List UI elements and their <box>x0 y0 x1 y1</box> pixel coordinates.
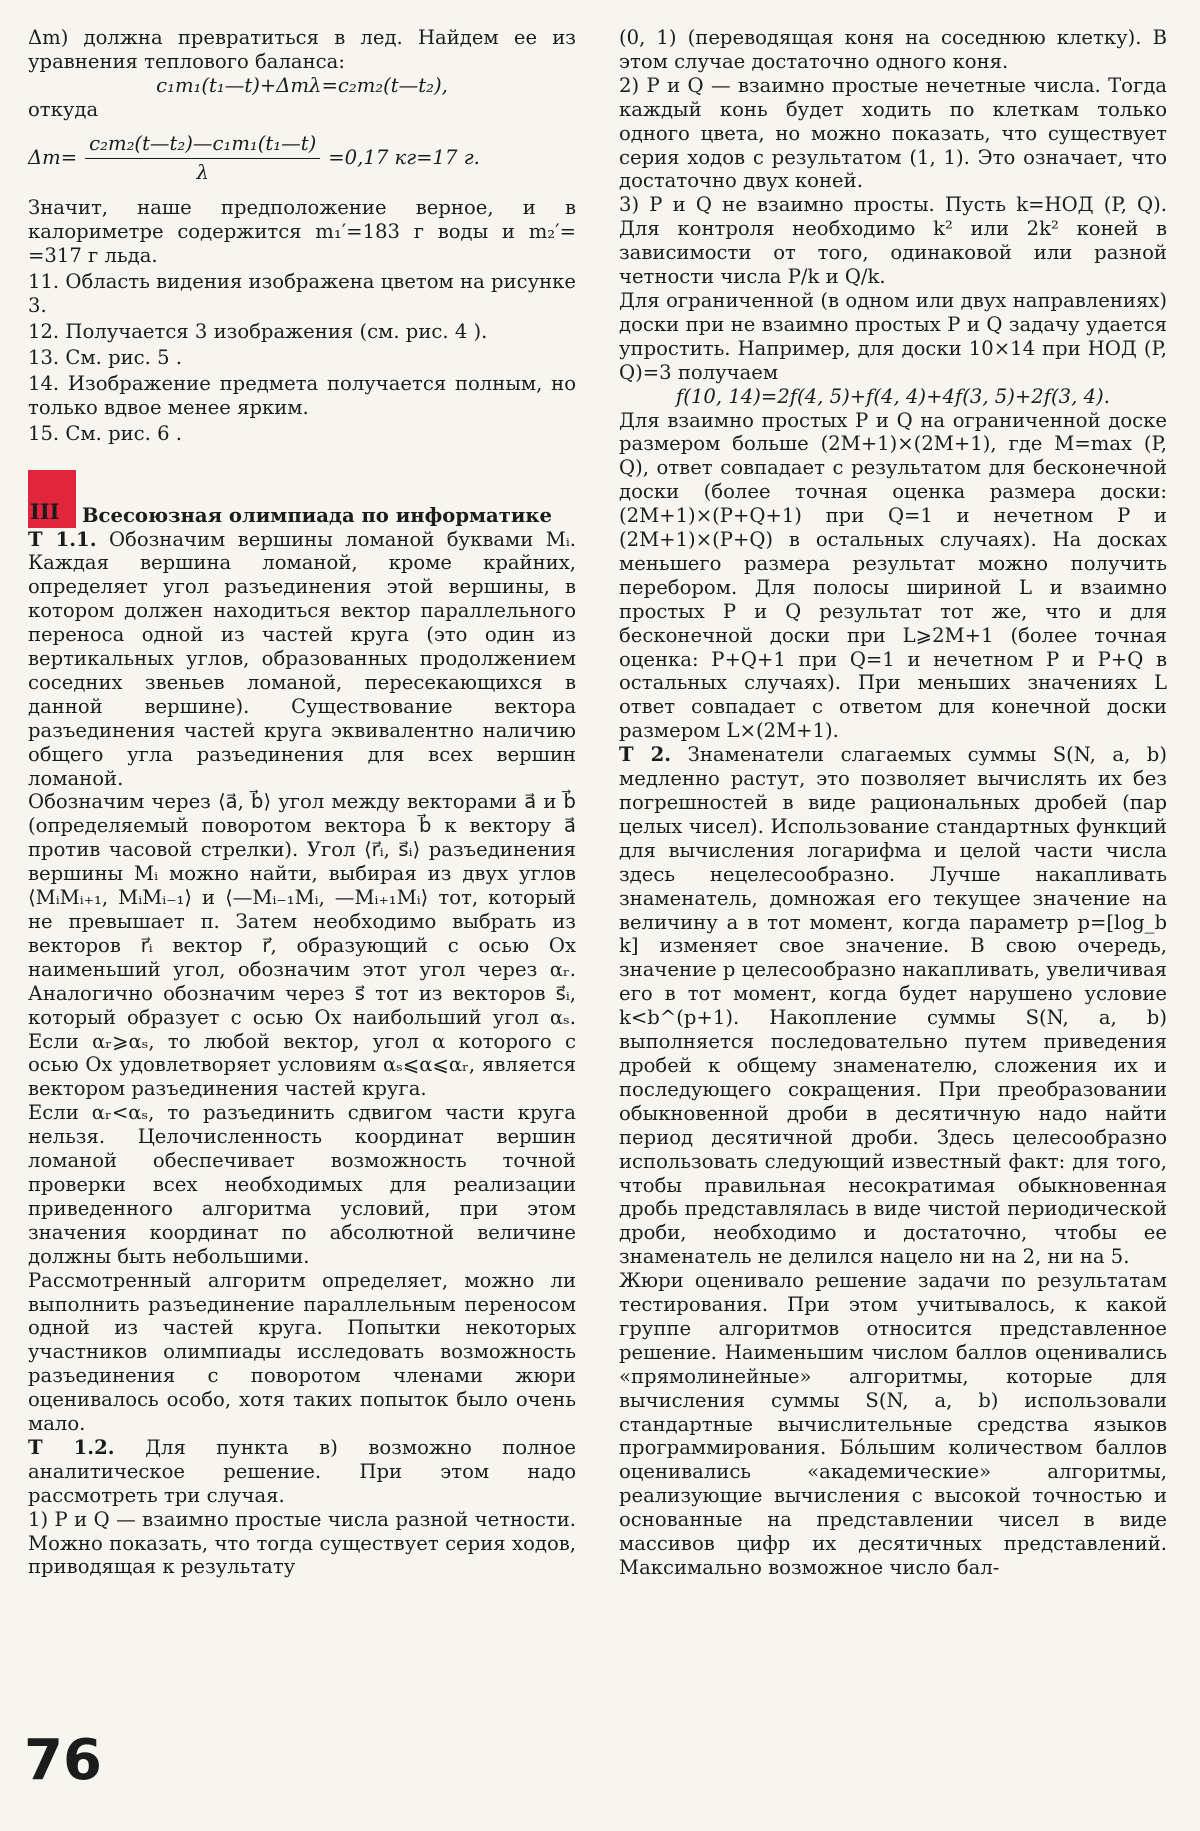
paragraph: Обозначим через ⟨a⃗, b⃗⟩ угол между векторами a⃗ и b⃗ (определяемый поворотом вектора b⃗ к вектору a⃗ против часовой стрелки). Угол ⟨r⃗ᵢ, s⃗ᵢ⟩ разъединения вершины Mᵢ можно найти, выбирая из двух углов ⟨MᵢMᵢ₊₁, MᵢMᵢ₋₁⟩ и ⟨—Mᵢ₋₁Mᵢ, —Mᵢ₊₁Mᵢ⟩ тот, который не превышает π. Затем необходимо выбрать из векторов r⃗ᵢ вектор r⃗, образующий с осью Ox наименьший угол, обозначим этот угол через αᵣ. Аналогично обозначим через s⃗ тот из векторов s⃗ᵢ, который образует с осью Ox наибольший угол αₛ. Если αᵣ⩾αₛ, то любой вектор, угол α которого с осью Ox удовлетворяет условиям αₛ⩽α⩽αᵣ, является вектором разъединения частей круга. <box>28 790 576 1101</box>
paragraph-text: Значит, наше предположение верное, и в калориметре содержится m₁′=183 г воды и m₂′= <box>28 196 576 244</box>
task-label: Т 2. <box>619 743 672 767</box>
paragraph: Жюри оценивало решение задачи по результатам тестирования. При этом учитывалось, к какой группе алгоритмов относится представленное решение. Наименьшим числом баллов оценивались «прямолинейные» алгоритмы, которые для вычисления суммы S(N, a, b) использовали стандартные вычислительные средства языков программирования. Бо́льшим количеством баллов оценивались «академические» алгоритмы, реализующие вычисления с высокой точностью и основанные на представлении чисел в виде массивов цифр их десятичных представлений. Максимально возможное число бал- <box>619 1269 1167 1579</box>
paragraph-text: Для пункта в) возможно полное аналитическое решение. При этом надо рассмотреть три случая. <box>28 1435 576 1507</box>
section-title: Всесоюзная олимпиада по информатике <box>82 503 553 527</box>
mass-fraction-formula <box>28 132 576 185</box>
paragraph: 1) P и Q — взаимно простые числа разной четности. Можно показать, что тогда существует серия ходов, приводящая к результату <box>28 1507 576 1579</box>
right-column <box>619 26 1167 1580</box>
paragraph: Для ограниченной (в одном или двух направлениях) доски при не взаимно простых P и Q задачу удается упростить. Например, для доски 10×14 при НОД (P, Q)=3 получаем <box>619 288 1167 384</box>
answer-item-15: 15. См. рис. 6 . <box>28 421 183 445</box>
fraction-numerator: c₂m₂(t—t₂)—c₁m₁(t₁—t) <box>85 132 320 159</box>
paragraph <box>28 528 576 791</box>
heat-balance-formula: c₁m₁(t₁—t)+Δmλ=c₂m₂(t—t₂), <box>156 73 448 97</box>
section-heading <box>28 470 576 528</box>
section-marker: III <box>28 470 76 528</box>
paragraph <box>28 1436 576 1508</box>
fraction-lhs: Δm= <box>28 146 78 170</box>
paragraph: Для взаимно простых P и Q на ограниченной доске размером больше (2M+1)×(2M+1), где M=max (P, Q), ответ совпадает с результатом для бесконечной доски (более точная оценка размера доски: (2M+1)×(P+Q+1) при Q=1 и нечетном P и (2M+1)×(P+Q) в остальных случаях). На досках меньшего размера результат можно получить перебором. Для полосы шириной L и взаимно простых P и Q результат тот же, что и для бесконечной доски при L⩾2M+1 (более точная оценка: P+Q+1 при Q=1 и нечетном P и P+Q в остальных случаях). При меньших значениях L ответ совпадает с ответом для конечной доски размером L×(2M+1). <box>619 408 1167 743</box>
task-label: Т 1.2. <box>28 1435 115 1459</box>
answer-item-11: 11. Область видения изображена цветом на рисунке 3. <box>28 270 577 318</box>
paragraph <box>28 196 576 268</box>
paragraph: 3) P и Q не взаимно просты. Пусть k=НОД (P, Q). Для контроля необходимо k² или 2k² коней в зависимости от того, одинаковой или разной четности числа P/k и Q/k. <box>619 193 1167 289</box>
paragraph: 2) P и Q — взаимно простые нечетные числа. Тогда каждый конь будет ходить по клеткам только одного цвета, но можно показать, что существует серия ходов с результатом (1, 1). Это означает, что достаточно двух коней. <box>619 73 1167 193</box>
paragraph: Рассмотренный алгоритм определяет, можно ли выполнить разъединение параллельным переносом одной из частей круга. Попытки некоторых участников олимпиады исследовать возможность разъединения с поворотом членами жюри оценивалось особо, хотя таких попыток было очень мало. <box>28 1268 576 1436</box>
paragraph: откуда <box>28 97 99 121</box>
paragraph <box>619 743 1167 1269</box>
paragraph: (0, 1) (переводящая коня на соседнюю клетку). В этом случае достаточно одного коня. <box>619 26 1167 73</box>
paragraph-text: Обозначим вершины ломаной буквами Mᵢ. Каждая вершина ломаной, кроме крайних, определяет угол разъединения этой вершины, в котором должен находиться вектор параллельного переноса одной из частей круга (это один из вертикальных углов, образованных продолжением соседних звеньев ломаной, пересекающихся в данной вершине). Существование вектора разъединения частей круга эквивалентно наличию общего угла разъединения для всех вершин ломаной. <box>28 527 577 790</box>
answer-item-13: 13. См. рис. 5 . <box>28 345 183 369</box>
page-number: 76 <box>24 1728 102 1793</box>
answer-item-12: 12. Получается 3 изображения (см. рис. 4 ). <box>28 319 488 343</box>
fraction-rhs: =0,17 кг=17 г. <box>328 146 480 170</box>
answer-item-14: 14. Изображение предмета получается полным, но только вдвое менее ярким. <box>28 371 576 419</box>
fraction-denominator: λ <box>196 160 209 184</box>
paragraph: Если αᵣ<αₛ, то разъединить сдвигом части круга нельзя. Целочисленность координат вершин ломаной обеспечивает возможность точной проверки всех необходимых для реализации приведенного алгоритма условий, при этом значения координат по абсолютной величине должны быть небольшими. <box>28 1101 576 1268</box>
left-column <box>28 26 576 1579</box>
paragraph-text: Знаменатели слагаемых суммы S(N, a, b) медленно растут, это позволяет вычислять их без погрешностей в виде рациональных дробей (пар целых чисел). Использование стандартных функций для вычисления логарифма и целой части числа здесь нецелесообразно. Лучше накапливать знаменатель, домножая его текущее значение на величину a в тот момент, когда параметр p=[log_b k] изменяет свое значение. В свою очередь, значение p целесообразно накапливать, увеличивая его в тот момент, когда будет нарушено условие k<b^(p+1). Накопление суммы S(N, a, b) выполняется последовательно путем приведения дробей к общему знаменателю, сложения их и последующего сокращения. При преобразовании обыкновенной дроби в десятичную надо найти период десятичной дроби. Здесь целесообразно использовать следующий известный факт: для того, чтобы правильная несократимая обыкновенная дробь представлялась в виде чистой периодической дроби, необходимо и достаточно, чтобы ее знаменатель не делился нацело ни на 2, ни на 5. <box>619 743 1167 1269</box>
paragraph: Δm) должна превратиться в лед. Найдем ее из уравнения теплового баланса: <box>28 26 576 73</box>
paragraph-text: =317 г льда. <box>28 244 158 268</box>
fraction <box>85 132 320 185</box>
board-formula: f(10, 14)=2f(4, 5)+f(4, 4)+4f(3, 5)+2f(3, 4). <box>676 384 1110 408</box>
task-label: Т 1.1. <box>28 527 97 551</box>
